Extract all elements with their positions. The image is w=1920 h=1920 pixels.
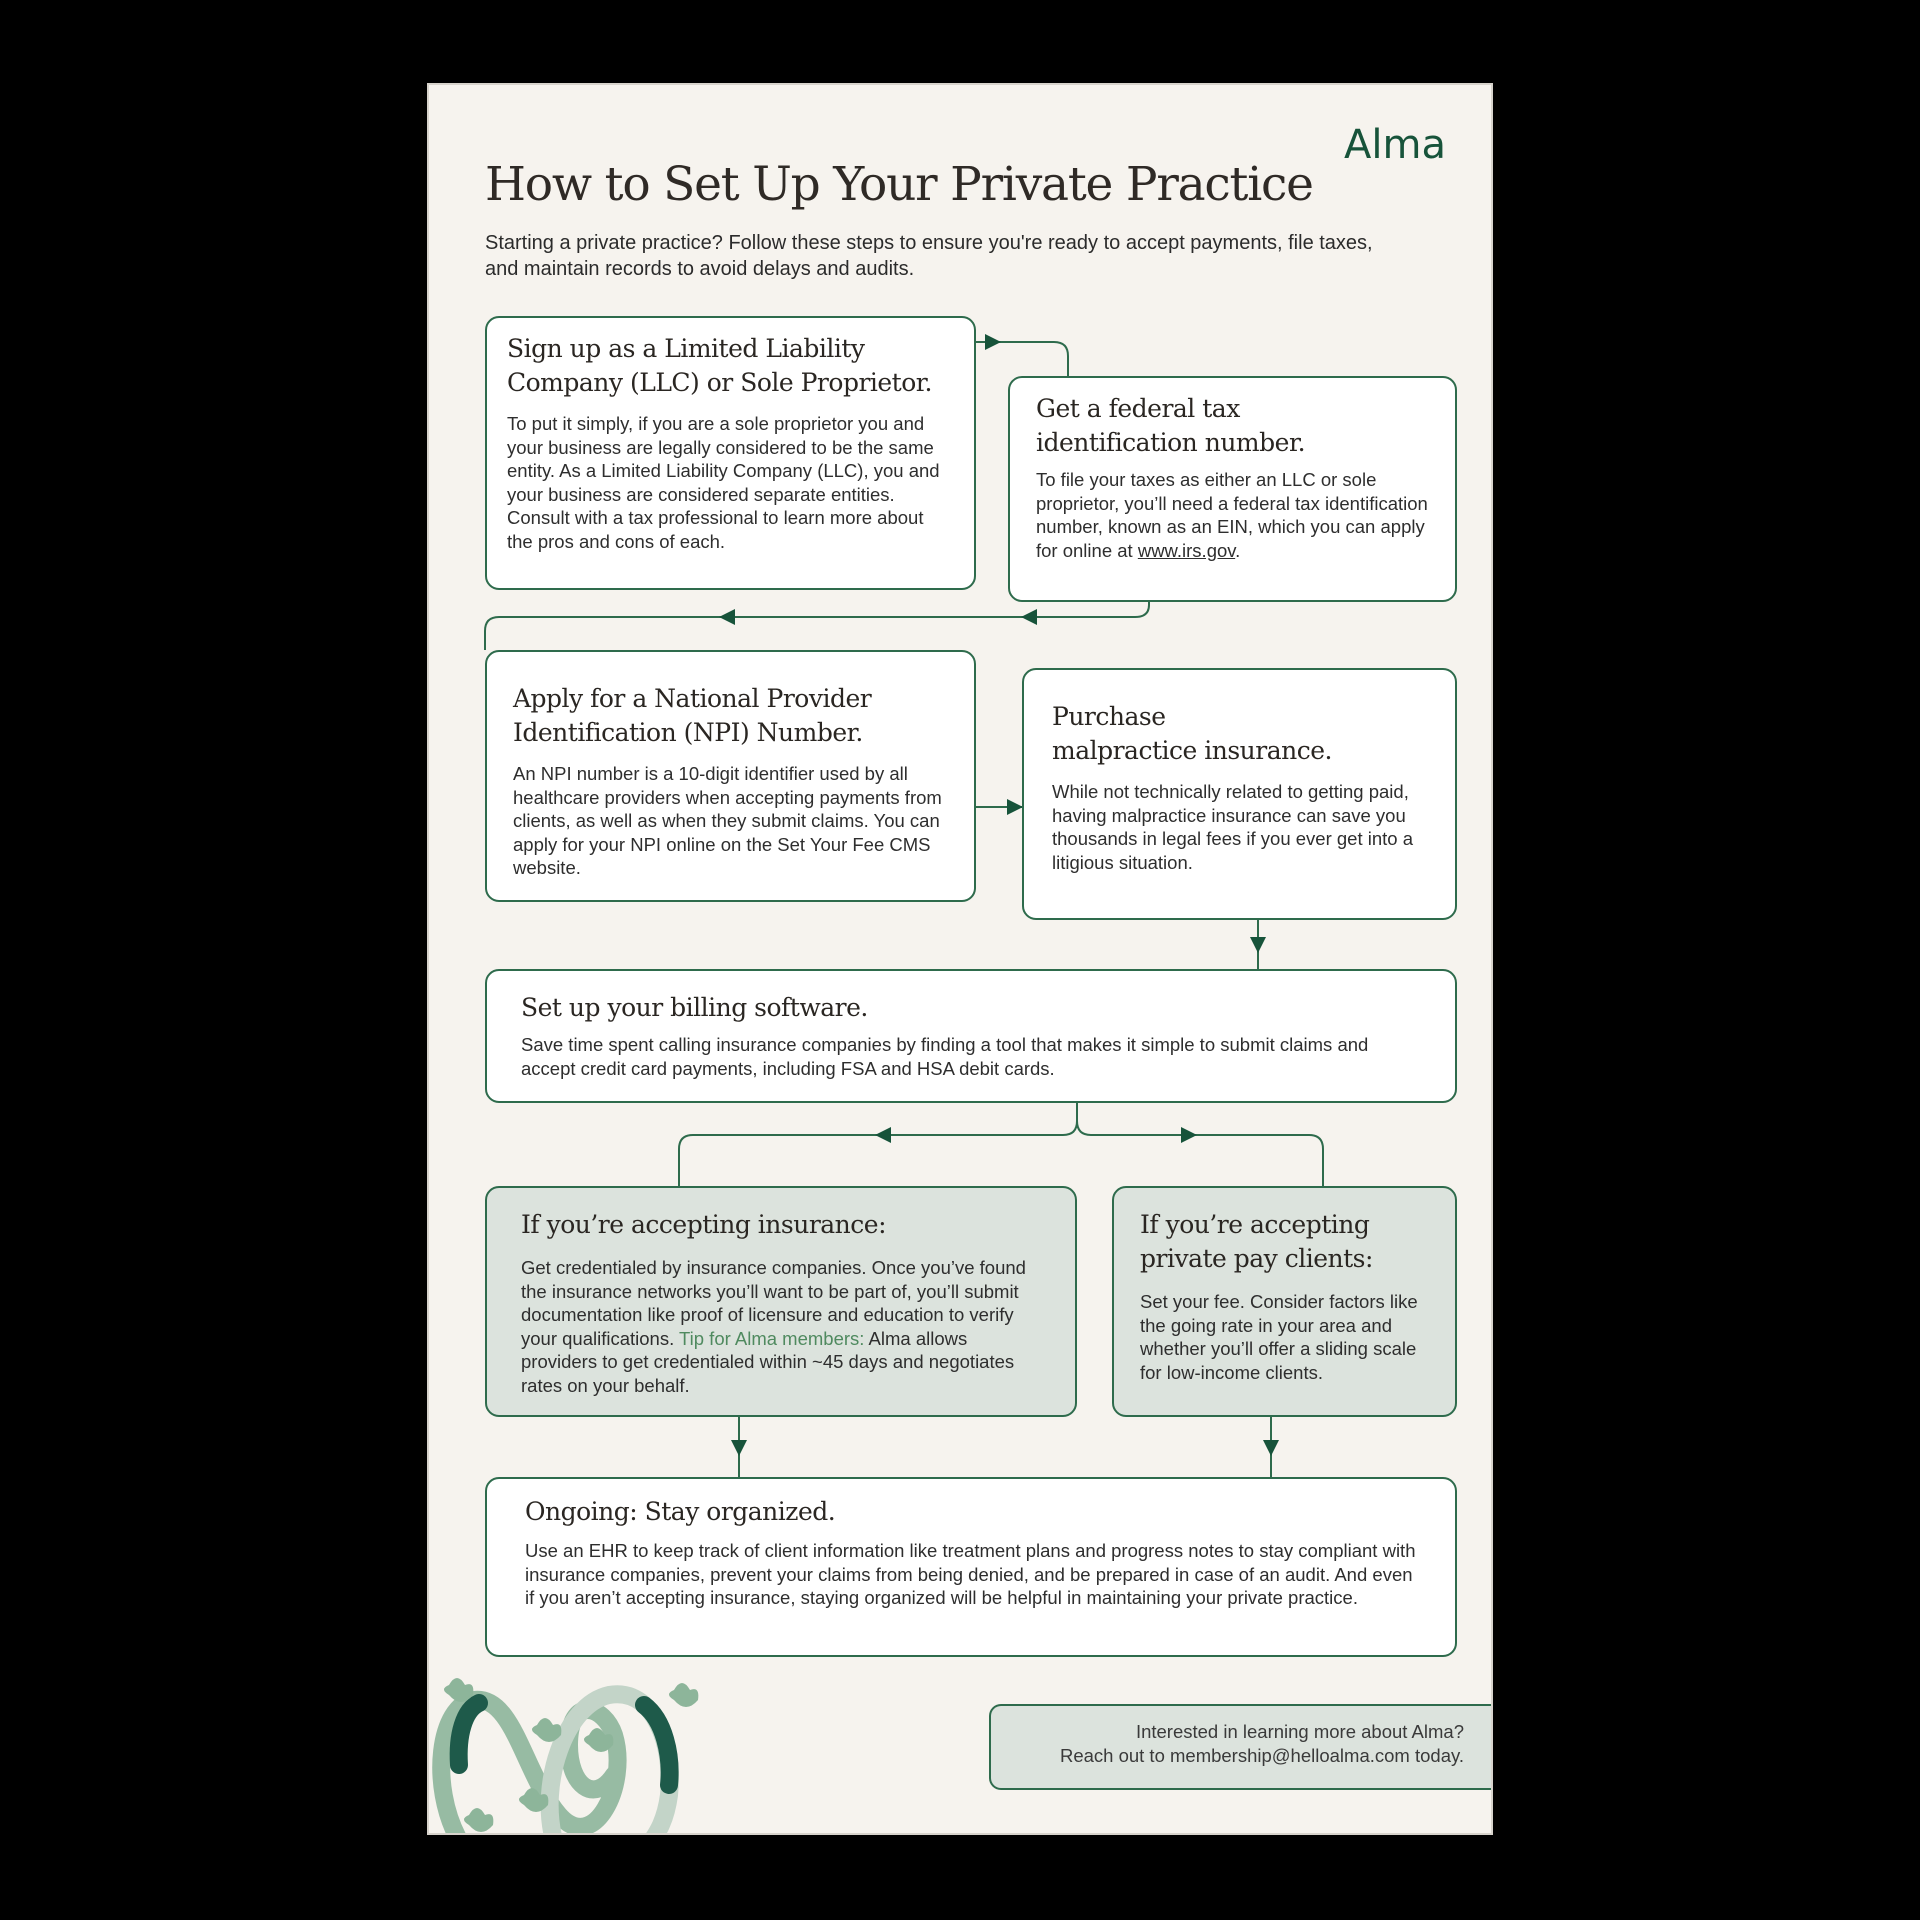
step-private-pay-title: If you’re accepting private pay clients:: [1140, 1210, 1373, 1273]
step-malpractice-box: [1022, 668, 1457, 920]
step-llc-title: Sign up as a Limited Liability Company (LLC) or Sole Proprietor.: [507, 334, 932, 397]
arrow-left-icon: [1021, 609, 1037, 625]
contact-cta-box: [989, 1704, 1493, 1790]
alma-tip-label: Tip for Alma members:: [679, 1327, 865, 1349]
step-malpractice-title: Purchase malpractice insurance.: [1052, 702, 1332, 765]
intro-text: Starting a private practice? Follow these steps to ensure you're ready to accept payments, file taxes, and maintain records to avoid delays and audits.: [485, 232, 1373, 280]
arrow-right-icon: [1181, 1127, 1197, 1143]
arrow-right-icon: [985, 334, 1001, 350]
step-billing-title: Set up your billing software.: [521, 993, 868, 1022]
arrow-down-icon: [731, 1440, 747, 1456]
step-billing-body: Save time spent calling insurance companies by finding a tool that makes it simple to submit claims and accept credit card payments, including FSA and HSA debit cards.: [521, 1034, 1369, 1079]
arrow-right-icon: [1007, 799, 1023, 815]
step-llc-box: [485, 316, 976, 590]
step-insurance-body: Get credentialed by insurance companies. Once you’ve found the insurance networks you’ll want to be part of, you’ll submit documentation like proof of licensure and education to verify your qualifications. Tip for Alma members: Alma allows providers to get credentialed within ~45 days and negotiates rates on your behalf.: [521, 1257, 1026, 1396]
step-llc-body: To put it simply, if you are a sole proprietor you and your business are legally considered to be the same entity. As a Limited Liability Company (LLC), you and your business are considered separate entities. Consult with a tax professional to learn more about the pros and cons of each.: [507, 413, 940, 552]
step-npi-title: Apply for a National Provider Identification (NPI) Number.: [513, 684, 872, 747]
infographic-card: [427, 83, 1493, 1835]
step-ongoing-box: [485, 1477, 1457, 1657]
irs-link[interactable]: www.irs.gov: [1137, 539, 1236, 561]
step-malpractice-body: While not technically related to getting paid, having malpractice insurance can save you thousands in legal fees if you ever get into a litigious situation.: [1052, 781, 1413, 873]
step-npi-body: An NPI number is a 10-digit identifier used by all healthcare providers when accepting payments from clients, as well as when they submit claims. You can apply for your NPI online on the Set Your Fee CMS website.: [513, 763, 942, 878]
step-npi-box: [485, 650, 976, 902]
step-ein-title: Get a federal tax identification number.: [1036, 394, 1306, 457]
step-private-pay-body: Set your fee. Consider factors like the going rate in your area and whether you’ll offer a sliding scale for low-income clients.: [1140, 1291, 1418, 1383]
step-billing-box: [485, 969, 1457, 1103]
alma-logo: Alma: [1344, 122, 1446, 168]
step-ein-box: [1008, 376, 1457, 602]
decorative-vine-illustration: [429, 1665, 709, 1835]
arrow-down-icon: [1250, 937, 1266, 953]
arrow-left-icon: [875, 1127, 891, 1143]
arrow-left-icon: [719, 609, 735, 625]
cta-line-1: Interested in learning more about Alma?: [1135, 1721, 1464, 1742]
cta-line-2[interactable]: Reach out to membership@helloalma.com today.: [1059, 1745, 1464, 1766]
step-ein-body: To file your taxes as either an LLC or sole proprietor, you’ll need a federal tax identification number, known as an EIN, which you can apply for online at www.irs.gov.: [1036, 469, 1428, 561]
page-title: How to Set Up Your Private Practice: [485, 157, 1313, 212]
step-ongoing-body: Use an EHR to keep track of client information like treatment plans and progress notes to stay compliant with insurance companies, prevent your claims from being denied, and be prepared in case of an audit. And even if you aren’t accepting insurance, staying organized will be helpful in maintaining your private practice.: [525, 1540, 1416, 1608]
step-ongoing-title: Ongoing: Stay organized.: [525, 1497, 836, 1526]
step-insurance-box: [485, 1186, 1077, 1417]
step-private-pay-box: [1112, 1186, 1457, 1417]
step-insurance-title: If you’re accepting insurance:: [521, 1210, 886, 1239]
arrow-down-icon: [1263, 1440, 1279, 1456]
